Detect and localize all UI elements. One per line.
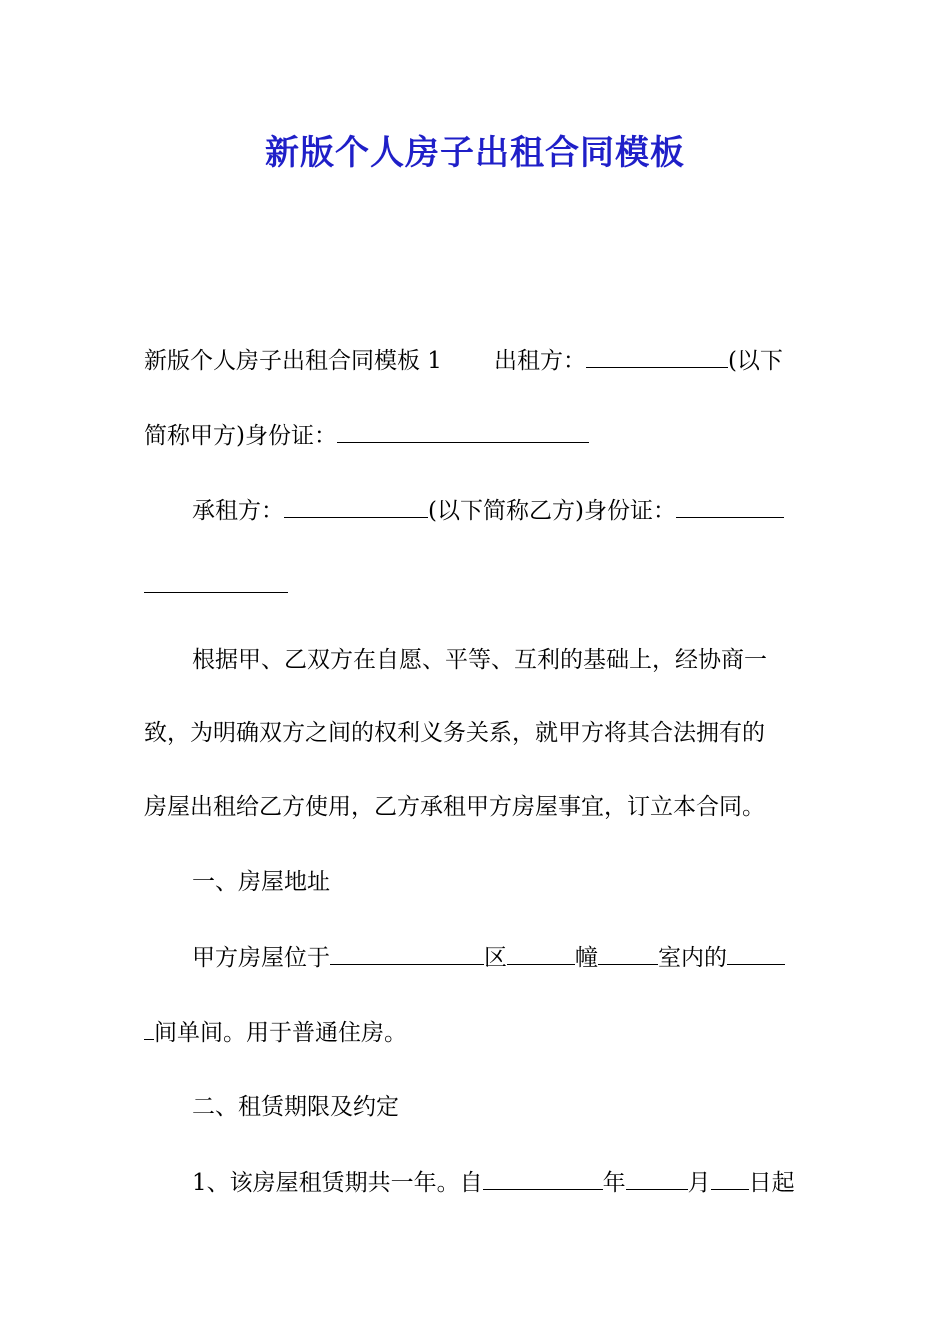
text-line-6 <box>144 718 808 748</box>
document-title: 新版个人房子出租合同模板 <box>265 133 685 173</box>
district-label: 区 <box>484 945 507 971</box>
lessor-id-label: 简称甲方)身份证： <box>144 423 337 449</box>
room-blank <box>598 942 658 965</box>
rooms-count-blank-continued <box>144 1017 154 1040</box>
text-line-7 <box>144 792 808 822</box>
lessor-name-blank <box>586 345 728 368</box>
start-year-blank <box>483 1167 603 1190</box>
address-label: 甲方房屋位于 <box>192 945 330 971</box>
text-line-5 <box>192 645 808 675</box>
paragraph-line: 房屋出租给乙方使用，乙方承租甲方房屋事宜，订立本合同。 <box>144 794 765 820</box>
usage-text: 间单间。用于普通住房。 <box>154 1020 407 1046</box>
lease-term-text: 1、该房屋租赁期共一年。自 <box>192 1170 483 1196</box>
text-line-3 <box>192 495 808 526</box>
lessor-id-blank <box>337 420 589 443</box>
contract-heading-1: 新版个人房子出租合同模板 1 <box>144 348 442 374</box>
paragraph-line: 致，为明确双方之间的权利义务关系，就甲方将其合法拥有的 <box>144 720 765 746</box>
building-blank <box>507 942 575 965</box>
room-label: 室内的 <box>658 945 727 971</box>
section-title: 一、房屋地址 <box>192 869 330 895</box>
day-label: 日起 <box>748 1170 795 1196</box>
building-label: 幢 <box>575 945 598 971</box>
text-line-4 <box>144 570 808 601</box>
month-label: 月 <box>687 1170 711 1196</box>
rooms-count-blank <box>727 942 785 965</box>
lessee-label: 承租方： <box>192 498 284 524</box>
section-heading-2 <box>192 1092 808 1122</box>
text-line-9 <box>192 942 808 973</box>
lessee-id-blank-continued <box>144 570 288 593</box>
start-day-blank <box>711 1167 749 1190</box>
section-title: 二、租赁期限及约定 <box>192 1094 399 1120</box>
text-line-10 <box>144 1017 808 1048</box>
start-month-blank <box>626 1167 688 1190</box>
text-line-12 <box>192 1167 808 1198</box>
lessor-label: 出租方： <box>493 348 586 374</box>
lessee-id-blank <box>676 495 784 518</box>
lessee-name-blank <box>284 495 428 518</box>
text-line-2 <box>144 420 808 451</box>
paragraph-line: 根据甲、乙双方在自愿、平等、互利的基础上，经协商一 <box>192 647 767 673</box>
address-district-blank <box>330 942 484 965</box>
text-line-1 <box>144 345 808 376</box>
year-label: 年 <box>602 1170 626 1196</box>
lessor-abbrev-start: (以下 <box>727 348 783 374</box>
lessee-id-label: (以下简称乙方)身份证： <box>428 498 676 524</box>
section-heading-1 <box>192 867 808 897</box>
